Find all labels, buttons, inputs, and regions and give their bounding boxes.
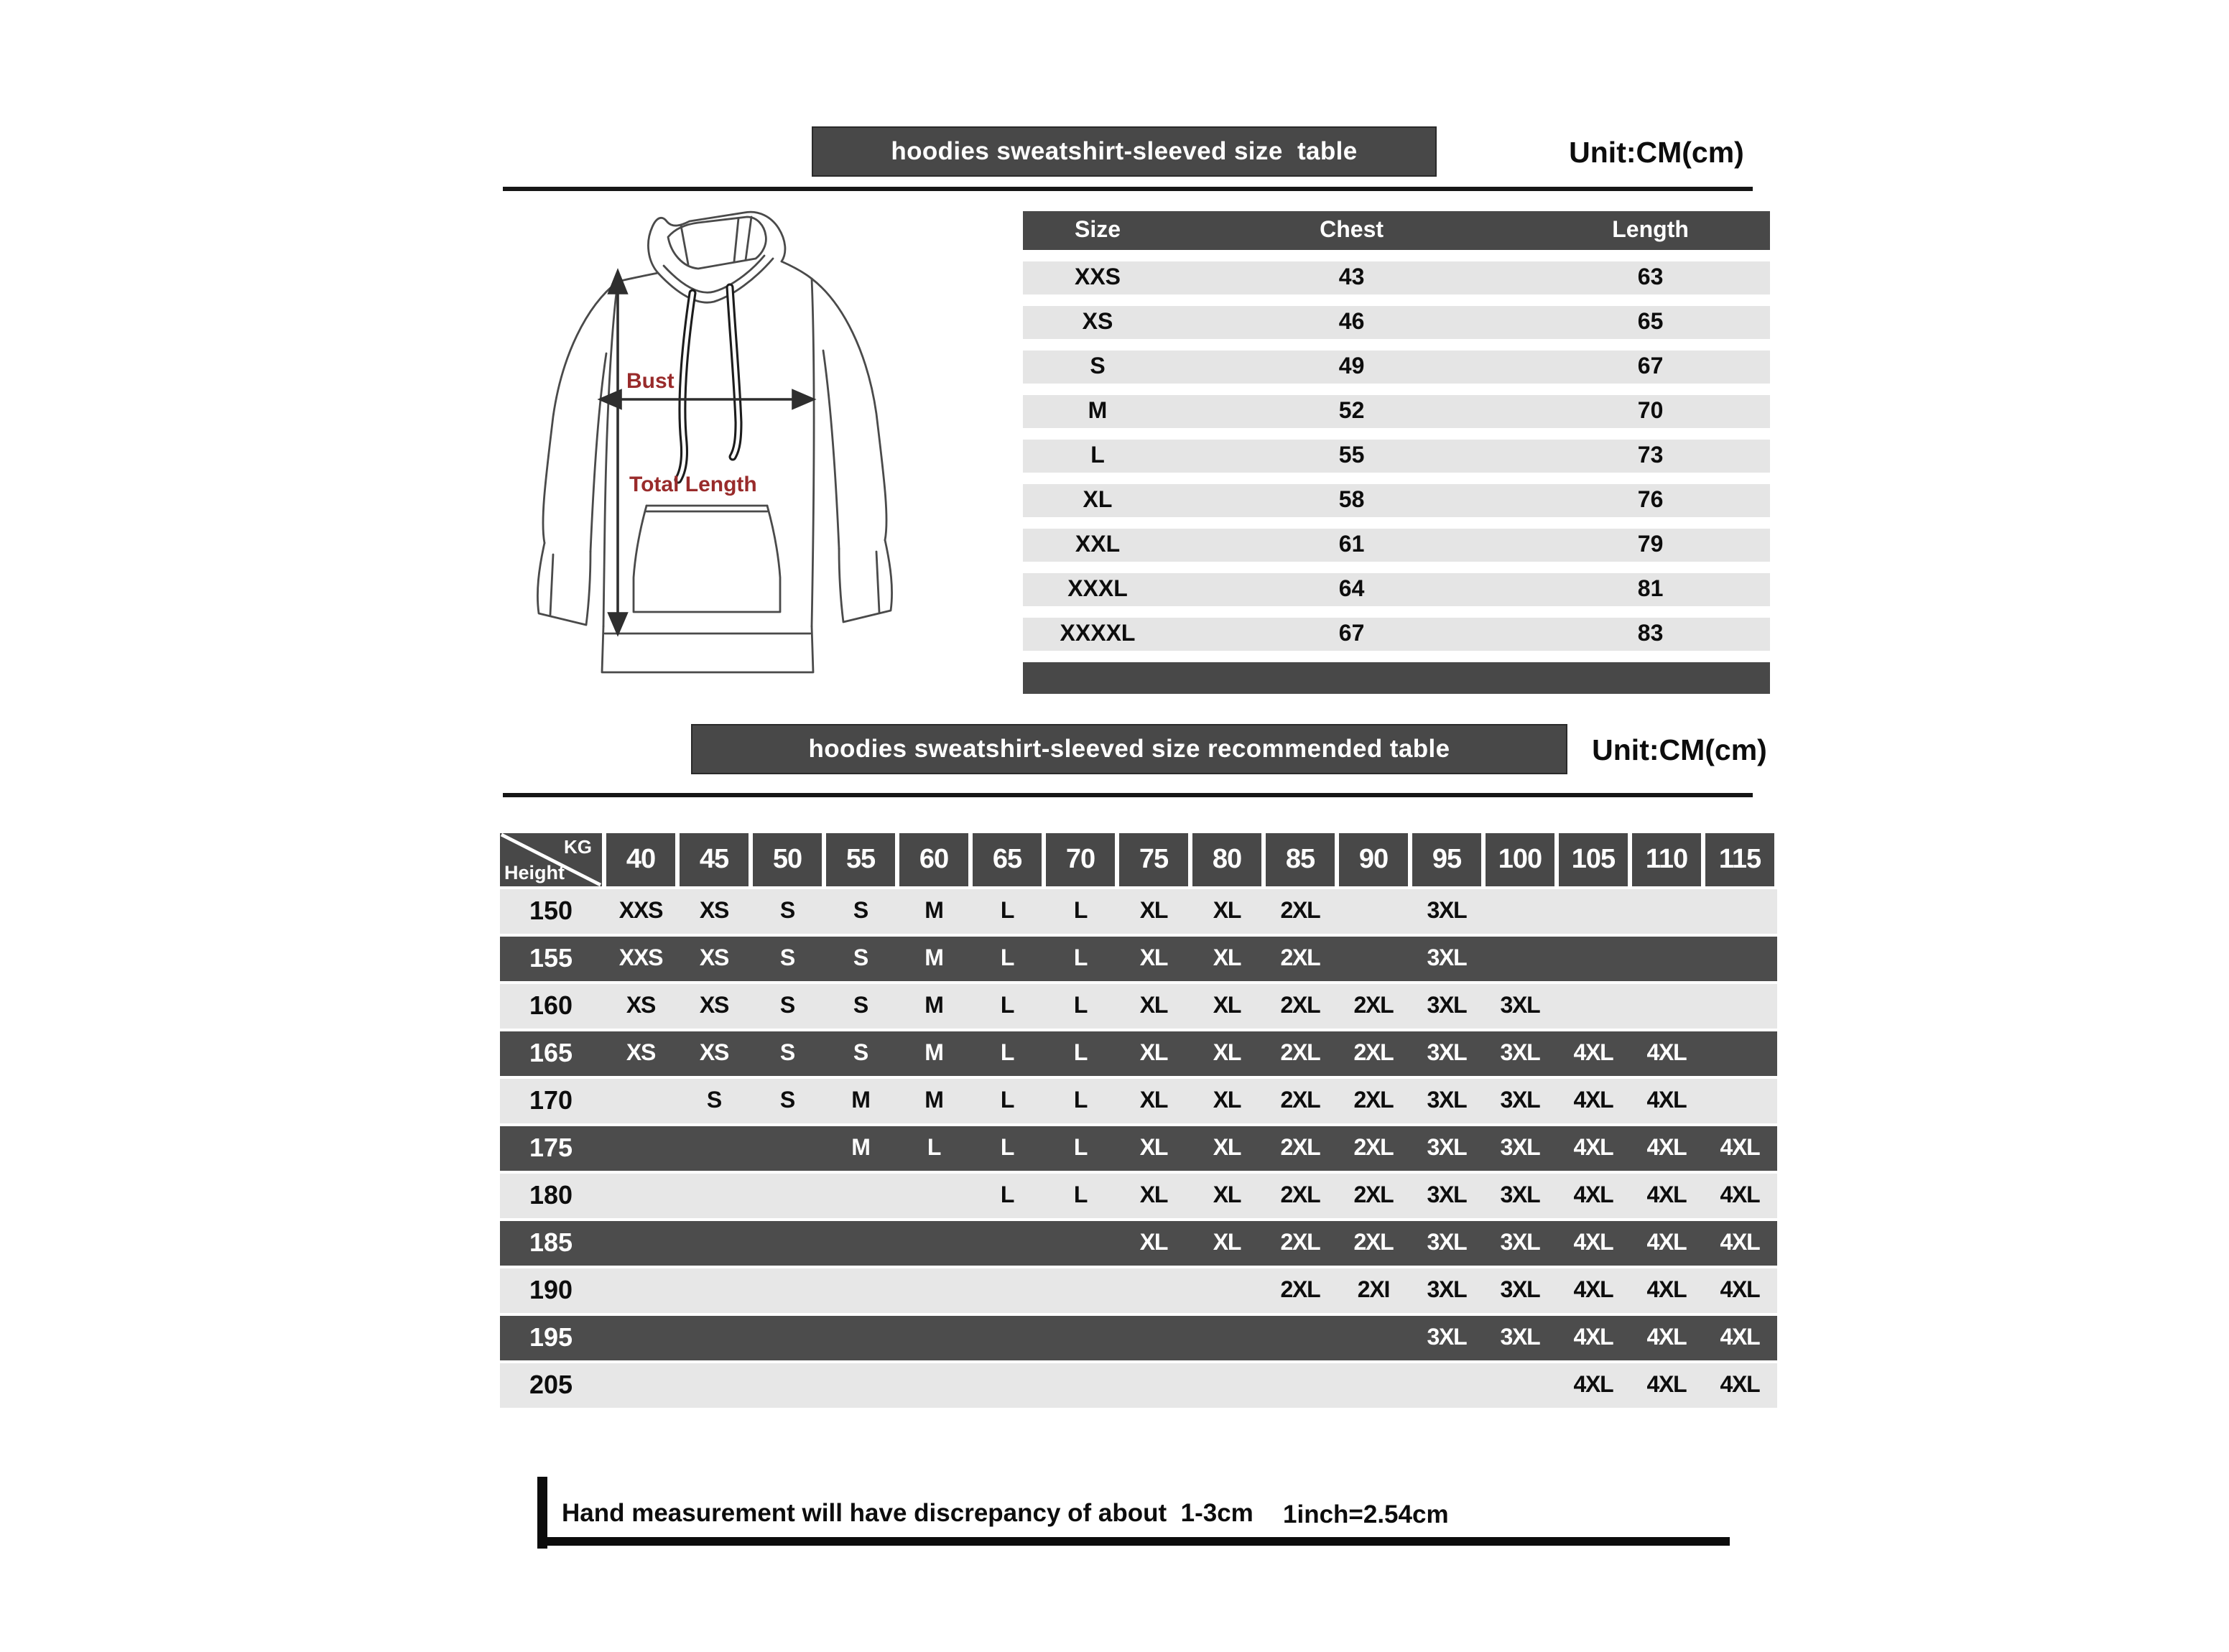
- size-table-row: [1023, 306, 1770, 339]
- matrix-row: [500, 889, 1777, 934]
- recommended-size-cell: L: [1073, 1184, 1088, 1208]
- weight-column-header: 45: [680, 833, 749, 886]
- recommended-size-cell: 4XL: [1573, 1373, 1613, 1398]
- weight-column-header: 50: [753, 833, 822, 886]
- recommended-size-cell: L: [1000, 994, 1014, 1018]
- recommended-size-cell: XS: [699, 899, 729, 924]
- recommended-size-cell: 2XL: [1353, 1231, 1394, 1256]
- size-table-bottom-bar: [1023, 662, 1770, 694]
- recommended-size-cell: L: [927, 1136, 941, 1161]
- chest-cell: 64: [1338, 577, 1365, 601]
- recommended-size-cell: 4XL: [1646, 1279, 1687, 1303]
- recommended-size-cell: 4XL: [1573, 1041, 1613, 1066]
- recommended-size-cell: 4XL: [1646, 1089, 1687, 1113]
- matrix-row: [500, 1079, 1777, 1123]
- size-cell: M: [1088, 399, 1108, 423]
- weight-column-header: 90: [1339, 833, 1408, 886]
- size-cell: XXXXL: [1060, 621, 1136, 646]
- matrix-row: [500, 984, 1777, 1029]
- recommended-size-cell: S: [853, 899, 868, 924]
- recommended-size-cell: L: [1000, 1089, 1014, 1113]
- top-divider-rule: [503, 187, 1753, 191]
- recommended-size-cell: 4XL: [1573, 1326, 1613, 1350]
- recommended-size-cell: L: [1073, 1041, 1088, 1066]
- size-table-row: [1023, 573, 1770, 606]
- measurement-arrows: [601, 272, 813, 634]
- recommended-size-cell: 3XL: [1427, 994, 1467, 1018]
- length-cell: 81: [1637, 577, 1664, 601]
- size-table-row: [1023, 351, 1770, 384]
- recommended-size-cell: S: [779, 947, 795, 971]
- chest-cell: 49: [1338, 354, 1365, 379]
- recommended-size-cell: 2XL: [1353, 1041, 1394, 1066]
- middle-divider-rule: [503, 793, 1753, 797]
- recommended-size-cell: M: [924, 994, 943, 1018]
- recommended-size-cell: L: [1073, 1089, 1088, 1113]
- chest-cell: 61: [1338, 532, 1365, 557]
- recommended-size-cell: 4XL: [1646, 1136, 1687, 1161]
- length-cell: 63: [1637, 265, 1664, 289]
- weight-column-header: 110: [1632, 833, 1701, 886]
- size-table-row: [1023, 484, 1770, 517]
- height-label: 185: [529, 1228, 573, 1257]
- size-table-title-bar: [812, 126, 1437, 177]
- recommended-size-cell: 4XL: [1573, 1279, 1613, 1303]
- recommended-size-cell: 3XL: [1500, 1136, 1540, 1161]
- length-cell: 79: [1637, 532, 1664, 557]
- recommended-size-cell: XL: [1213, 1184, 1241, 1208]
- size-table-unit-label: Unit:CM(cm): [1569, 136, 1744, 170]
- matrix-row: [500, 937, 1777, 981]
- recommended-size-cell: XL: [1139, 994, 1168, 1018]
- matrix-header-row: [500, 833, 1777, 886]
- height-label: 150: [529, 896, 573, 925]
- recommended-size-cell: 4XL: [1646, 1373, 1687, 1398]
- measurement-discrepancy-note: Hand measurement will have discrepancy of about 1-3cm: [562, 1498, 1253, 1527]
- size-table-row: [1023, 261, 1770, 294]
- chest-cell: 67: [1338, 621, 1365, 646]
- recommended-size-cell: 3XL: [1500, 1326, 1540, 1350]
- weight-column-header: 85: [1266, 833, 1335, 886]
- recommended-size-cell: 4XL: [1573, 1184, 1613, 1208]
- length-cell: 70: [1637, 399, 1664, 423]
- size-table-row: [1023, 395, 1770, 428]
- size-table-row: [1023, 440, 1770, 473]
- size-table-col-length: Length: [1612, 218, 1689, 242]
- recommended-size-cell: 3XL: [1500, 1184, 1540, 1208]
- recommended-size-cell: 4XL: [1720, 1373, 1760, 1398]
- recommended-size-cell: 2XL: [1353, 1136, 1394, 1161]
- recommended-size-cell: XS: [699, 1041, 729, 1066]
- recommended-size-cell: 4XL: [1573, 1089, 1613, 1113]
- chest-cell: 46: [1338, 310, 1365, 334]
- height-label: 175: [529, 1133, 573, 1162]
- recommended-table-title: hoodies sweatshirt-sleeved size recommended table: [808, 734, 1450, 763]
- recommended-size-cell: L: [1073, 994, 1088, 1018]
- length-cell: 73: [1637, 443, 1664, 468]
- matrix-row: [500, 1126, 1777, 1171]
- recommended-size-cell: 3XL: [1500, 1089, 1540, 1113]
- recommended-size-cell: 3XL: [1427, 1184, 1467, 1208]
- length-cell: 67: [1637, 354, 1664, 379]
- matrix-row: [500, 1174, 1777, 1218]
- recommended-size-cell: 4XL: [1646, 1184, 1687, 1208]
- chest-cell: 52: [1338, 399, 1365, 423]
- recommended-size-cell: S: [853, 1041, 868, 1066]
- size-table-row: [1023, 618, 1770, 651]
- size-recommendation-matrix: [500, 833, 1777, 1408]
- recommended-size-cell: 3XL: [1500, 1231, 1540, 1256]
- height-label: 165: [529, 1039, 573, 1067]
- matrix-body: [500, 889, 1777, 1408]
- recommended-size-cell: S: [779, 899, 795, 924]
- height-label: 205: [529, 1370, 573, 1399]
- size-cell: L: [1090, 443, 1105, 468]
- weight-column-header: 115: [1705, 833, 1774, 886]
- recommended-size-cell: S: [779, 1041, 795, 1066]
- recommended-size-cell: 4XL: [1573, 1136, 1613, 1161]
- recommended-size-cell: 4XL: [1646, 1326, 1687, 1350]
- size-table-body: [1023, 261, 1770, 651]
- height-label: 160: [529, 991, 573, 1020]
- recommended-size-cell: 2XL: [1280, 1136, 1320, 1161]
- recommended-size-cell: XS: [699, 994, 729, 1018]
- size-cell: XXL: [1075, 532, 1121, 557]
- recommended-size-cell: 2XL: [1353, 1184, 1394, 1208]
- recommended-size-cell: XL: [1139, 899, 1168, 924]
- recommended-table-title-bar: [691, 724, 1567, 774]
- matrix-row: [500, 1031, 1777, 1076]
- recommended-size-cell: XL: [1213, 1136, 1241, 1161]
- recommended-size-cell: 3XL: [1427, 1136, 1467, 1161]
- recommended-size-cell: XL: [1213, 1041, 1241, 1066]
- chest-cell: 43: [1338, 265, 1365, 289]
- length-cell: 76: [1637, 488, 1664, 512]
- recommended-size-cell: XS: [699, 947, 729, 971]
- recommended-size-cell: XS: [626, 994, 656, 1018]
- drawstrings: [678, 287, 738, 480]
- size-table-header-row: [1023, 211, 1770, 250]
- size-table: [1023, 211, 1770, 694]
- recommended-size-cell: 3XL: [1500, 1279, 1540, 1303]
- weight-column-header: 70: [1046, 833, 1115, 886]
- recommended-size-cell: 4XL: [1720, 1136, 1760, 1161]
- recommended-size-cell: XL: [1213, 947, 1241, 971]
- recommended-size-cell: 2XL: [1280, 899, 1320, 924]
- inch-conversion-note: 1inch=2.54cm: [1283, 1500, 1449, 1528]
- height-label: 170: [529, 1086, 573, 1115]
- weight-column-header: 40: [606, 833, 675, 886]
- weight-column-header: 55: [826, 833, 895, 886]
- size-table-title: hoodies sweatshirt-sleeved size table: [891, 136, 1358, 165]
- recommended-size-cell: 2XL: [1280, 1041, 1320, 1066]
- recommended-size-cell: S: [853, 947, 868, 971]
- height-label: 180: [529, 1181, 573, 1210]
- recommended-size-cell: XL: [1213, 899, 1241, 924]
- recommended-size-cell: 4XL: [1646, 1041, 1687, 1066]
- recommended-size-cell: L: [1000, 899, 1014, 924]
- recommended-size-cell: 3XL: [1500, 1041, 1540, 1066]
- recommended-size-cell: M: [924, 899, 943, 924]
- recommended-size-cell: 2XL: [1280, 947, 1320, 971]
- recommended-table-unit-label: Unit:CM(cm): [1592, 734, 1767, 767]
- recommended-size-cell: 3XL: [1427, 899, 1467, 924]
- recommended-size-cell: 2XL: [1280, 994, 1320, 1018]
- recommended-size-cell: S: [779, 994, 795, 1018]
- recommended-size-cell: L: [1073, 1136, 1088, 1161]
- weight-column-header: 100: [1486, 833, 1554, 886]
- chest-cell: 58: [1338, 488, 1365, 512]
- recommended-size-cell: L: [1073, 947, 1088, 971]
- corner-kg-label: KG: [564, 836, 592, 858]
- recommended-size-cell: XL: [1139, 1089, 1168, 1113]
- size-table-row: [1023, 529, 1770, 562]
- recommended-size-cell: XL: [1139, 947, 1168, 971]
- recommended-size-cell: M: [851, 1089, 870, 1113]
- recommended-size-cell: 4XL: [1720, 1231, 1760, 1256]
- weight-column-header: 105: [1559, 833, 1628, 886]
- recommended-size-cell: M: [924, 1089, 943, 1113]
- recommended-size-cell: S: [706, 1089, 722, 1113]
- size-table-col-size: Size: [1074, 218, 1121, 242]
- recommended-size-cell: XXS: [618, 899, 663, 924]
- footer-bottom-rule: [540, 1537, 1730, 1546]
- matrix-row: [500, 1221, 1777, 1266]
- recommended-size-cell: 4XL: [1646, 1231, 1687, 1256]
- matrix-row: [500, 1268, 1777, 1313]
- size-cell: XXXL: [1067, 577, 1128, 601]
- weight-column-header: 95: [1412, 833, 1481, 886]
- recommended-size-cell: S: [779, 1089, 795, 1113]
- size-cell: XS: [1082, 310, 1113, 334]
- recommended-size-cell: L: [1000, 1041, 1014, 1066]
- length-cell: 65: [1637, 310, 1664, 334]
- recommended-size-cell: M: [924, 1041, 943, 1066]
- recommended-size-cell: L: [1000, 1184, 1014, 1208]
- recommended-size-cell: L: [1000, 947, 1014, 971]
- corner-height-label: Height: [504, 862, 565, 883]
- height-label: 155: [529, 944, 573, 973]
- recommended-size-cell: 4XL: [1573, 1231, 1613, 1256]
- weight-column-header: 80: [1192, 833, 1261, 886]
- height-label: 195: [529, 1323, 573, 1352]
- recommended-size-cell: S: [853, 994, 868, 1018]
- total-length-label: Total Length: [629, 473, 757, 496]
- size-cell: XXS: [1074, 265, 1121, 289]
- weight-column-header: 60: [899, 833, 968, 886]
- recommended-size-cell: 4XL: [1720, 1326, 1760, 1350]
- matrix-corner-cell: [500, 833, 602, 886]
- recommended-size-cell: XL: [1213, 1231, 1241, 1256]
- recommended-size-cell: XL: [1139, 1184, 1168, 1208]
- recommended-size-cell: 2XL: [1280, 1279, 1320, 1303]
- matrix-weight-columns: [602, 833, 1774, 886]
- recommended-size-cell: XL: [1139, 1041, 1168, 1066]
- recommended-size-cell: 3XL: [1427, 1326, 1467, 1350]
- recommended-size-cell: L: [1000, 1136, 1014, 1161]
- recommended-size-cell: 2XL: [1280, 1184, 1320, 1208]
- recommended-size-cell: 3XL: [1427, 947, 1467, 971]
- recommended-size-cell: M: [924, 947, 943, 971]
- height-label: 190: [529, 1276, 573, 1304]
- weight-column-header: 65: [973, 833, 1042, 886]
- recommended-size-cell: 2XL: [1280, 1231, 1320, 1256]
- recommended-size-cell: 3XL: [1427, 1279, 1467, 1303]
- length-cell: 83: [1637, 621, 1664, 646]
- recommended-size-cell: XL: [1213, 994, 1241, 1018]
- recommended-size-cell: XL: [1213, 1089, 1241, 1113]
- recommended-size-cell: XXS: [618, 947, 663, 971]
- recommended-size-cell: L: [1073, 899, 1088, 924]
- recommended-size-cell: M: [851, 1136, 870, 1161]
- recommended-size-cell: 4XL: [1720, 1184, 1760, 1208]
- recommended-size-cell: XL: [1139, 1231, 1168, 1256]
- matrix-row: [500, 1363, 1777, 1408]
- recommended-size-cell: 2XL: [1353, 1089, 1394, 1113]
- hoodie-measurement-diagram: [514, 198, 963, 715]
- size-cell: S: [1090, 354, 1106, 379]
- recommended-size-cell: 3XL: [1427, 1041, 1467, 1066]
- recommended-size-cell: 2XL: [1353, 994, 1394, 1018]
- recommended-size-cell: 4XL: [1720, 1279, 1760, 1303]
- recommended-size-cell: XL: [1139, 1136, 1168, 1161]
- weight-column-header: 75: [1119, 833, 1188, 886]
- size-cell: XL: [1083, 488, 1113, 512]
- recommended-size-cell: 3XL: [1427, 1231, 1467, 1256]
- size-table-col-chest: Chest: [1320, 218, 1384, 242]
- chest-cell: 55: [1338, 443, 1365, 468]
- bust-label: Bust: [626, 369, 675, 393]
- recommended-size-cell: 3XL: [1500, 994, 1540, 1018]
- matrix-row: [500, 1316, 1777, 1360]
- recommended-size-cell: XS: [626, 1041, 656, 1066]
- recommended-size-cell: 3XL: [1427, 1089, 1467, 1113]
- recommended-size-cell: 2XL: [1280, 1089, 1320, 1113]
- recommended-size-cell: 2XI: [1357, 1279, 1390, 1303]
